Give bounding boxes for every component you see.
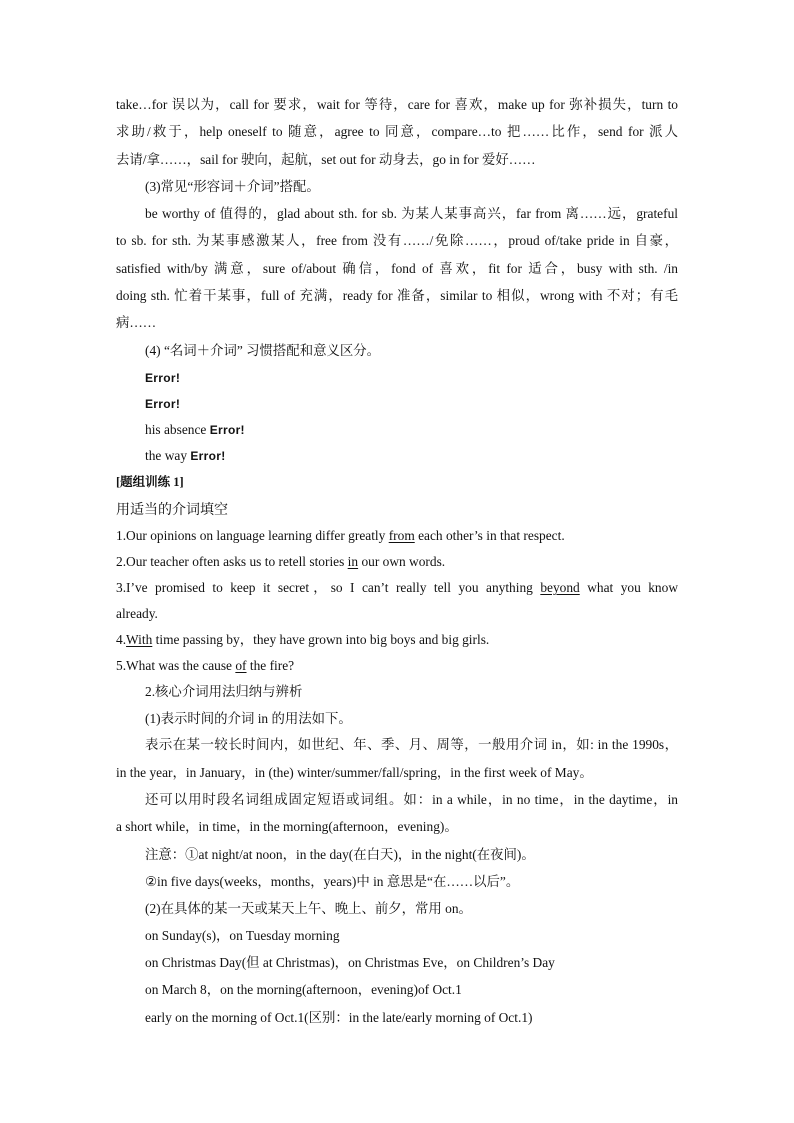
exercise-instruction: 用适当的介词填空: [116, 501, 228, 517]
text-span: what you know: [579, 580, 678, 595]
example-line: on March 8，on the morning(afternoon，evening)of Oct.1: [145, 982, 462, 997]
error-field: Error!: [209, 423, 245, 437]
text-span: 3.I’ve promised to keep it secret，so I can’t really tell you anything: [116, 580, 541, 595]
text-span: time passing by，they have grown into big boys and big girls.: [152, 632, 490, 647]
text-span: his absence: [145, 422, 210, 437]
error-field: Error!: [145, 397, 181, 411]
text-line: 求助/救于，help oneself to 随意，agree to 同意，compare…to 把……比作，send for 派人: [116, 124, 678, 139]
error-field: Error!: [145, 371, 181, 385]
text-line: 病……: [116, 315, 157, 330]
section-heading: 2.核心介词用法归纳与辨析: [145, 684, 303, 699]
section-heading: (2)在具体的某一天或某天上午、晚上、前夕，常用 on。: [145, 901, 472, 916]
exercise-question-4: [116, 631, 678, 649]
section-heading: (3)常见“形容词＋介词”搭配。: [145, 179, 320, 194]
text-line: 还可以用时段名词组成固定短语或词组。如：in a while，in no time，in the daytime，in: [145, 792, 678, 807]
text-line: [145, 447, 707, 465]
exercise-question-3: [116, 579, 678, 597]
exercise-group-title: [题组训练 1]: [116, 475, 184, 489]
text-span: the fire?: [246, 658, 295, 673]
text-line: doing sth. 忙着干某事，full of 充满，ready for 准备，similar to 相似，wrong with 不对；有毛: [116, 288, 678, 303]
text-span: 5.What was the cause: [116, 658, 236, 673]
note-line: ②in five days(weeks，months，years)中 in 意思是“在……以后”。: [145, 874, 520, 889]
answer-blank: beyond: [540, 580, 580, 595]
note-line: 注意：①at night/at noon，in the day(在白天)，in the night(在夜间)。: [145, 847, 535, 862]
text-span: 2.Our teacher often asks us to retell stories: [116, 554, 348, 569]
exercise-question-2: [116, 553, 678, 571]
answer-blank: from: [388, 528, 415, 543]
text-line: 表示在某一较长时间内，如世纪、年、季、月、周等，一般用介词 in，如: in the 1990s，: [145, 737, 678, 752]
text-line: already.: [116, 606, 158, 621]
answer-blank: in: [347, 554, 359, 569]
text-line: [145, 421, 707, 439]
error-field: Error!: [190, 449, 226, 463]
text-line: be worthy of 值得的，glad about sth. for sb. 为某人某事高兴，far from 离……远，grateful: [145, 206, 678, 221]
example-line: on Christmas Day(但 at Christmas)，on Christmas Eve，on Children’s Day: [145, 955, 555, 970]
text-line: 去请/拿……，sail for 驶向，起航，set out for 动身去，go in for 爱好……: [116, 152, 536, 167]
text-span: 4.: [116, 632, 127, 647]
answer-blank: of: [235, 658, 247, 673]
example-line: on Sunday(s)，on Tuesday morning: [145, 928, 340, 943]
section-heading: (4) “名词＋介词” 习惯搭配和意义区分。: [145, 343, 381, 358]
text-line: to sb. for sth. 为某事感激某人，free from 没有……/免除……，proud of/take pride in 自豪，: [116, 233, 678, 248]
text-line: a short while，in time，in the morning(afternoon，evening)。: [116, 819, 458, 834]
section-heading: (1)表示时间的介词 in 的用法如下。: [145, 711, 352, 726]
text-span: 1.Our opinions on language learning differ greatly: [116, 528, 389, 543]
answer-blank: With: [126, 632, 153, 647]
text-line: take…for 误以为，call for 要求，wait for 等待，care for 喜欢，make up for 弥补损失，turn to: [116, 97, 678, 112]
exercise-question-1: [116, 527, 678, 545]
text-line: satisfied with/by 满意，sure of/about 确信，fond of 喜欢，fit for 适合，busy with sth. /in: [116, 261, 678, 276]
example-line: early on the morning of Oct.1(区别：in the late/early morning of Oct.1): [145, 1010, 533, 1025]
text-span: our own words.: [358, 554, 446, 569]
text-span: the way: [145, 448, 191, 463]
exercise-question-5: [116, 657, 678, 675]
text-line: in the year，in January，in (the) winter/summer/fall/spring，in the first week of May。: [116, 765, 593, 780]
text-span: each other’s in that respect.: [414, 528, 565, 543]
